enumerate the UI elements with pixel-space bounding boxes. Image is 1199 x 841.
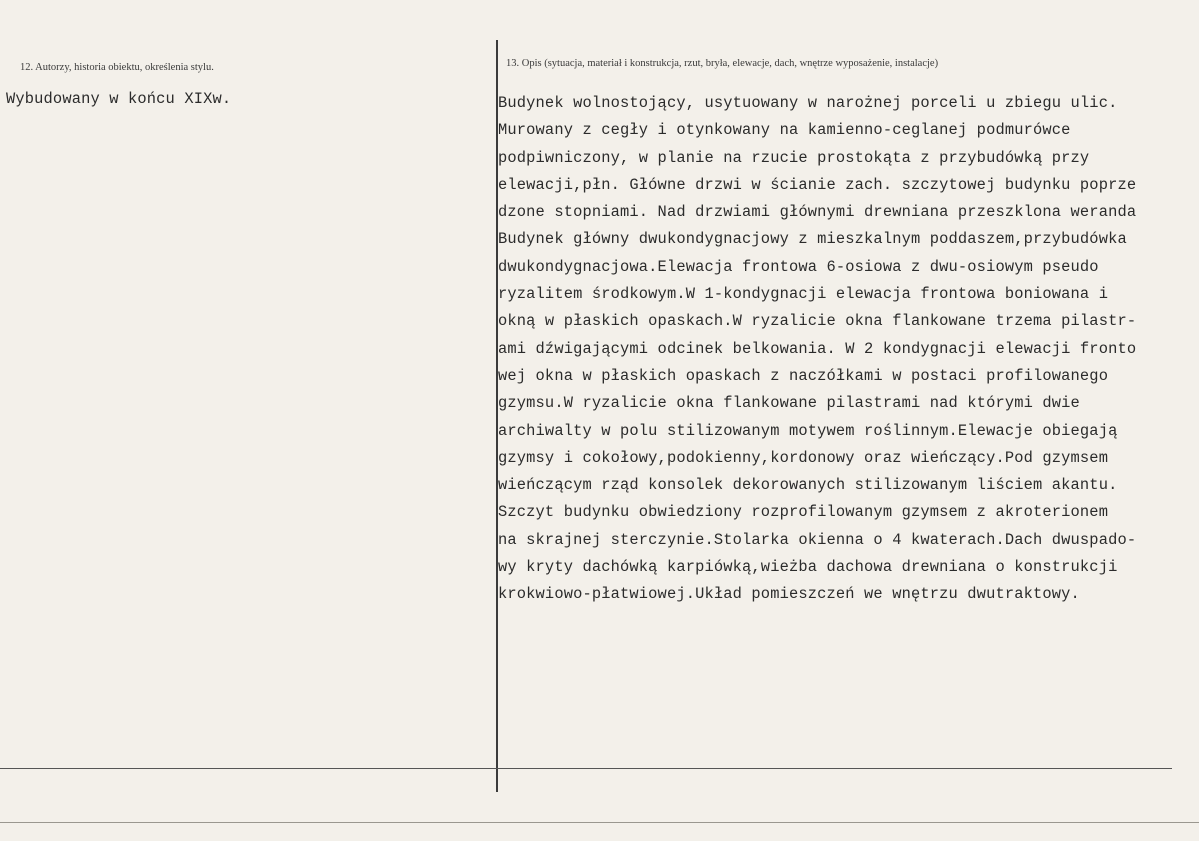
description-line: gzymsy i cokołowy,podokienny,kordonowy oraz wieńczący.Pod gzymsem	[498, 448, 1109, 467]
authors-history-text: Wybudowany w końcu XIXw.	[6, 90, 232, 108]
authors-field-label: 12. Autorzy, historia obiektu, określenia stylu.	[20, 62, 214, 73]
description-line: elewacji,płn. Główne drzwi w ścianie zach. szczytowej budynku poprze	[498, 175, 1137, 194]
description-line: wej okna w płaskich opaskach z naczółkami w postaci profilowanego	[498, 366, 1109, 385]
description-line: ryzalitem środkowym.W 1-kondygnacji elewacja frontowa boniowana i	[498, 285, 1109, 304]
description-line: na skrajnej sterczynie.Stolarka okienna o 4 kwaterach.Dach dwuspado-	[498, 530, 1137, 549]
description-line: Budynek wolnostojący, usytuowany w narożnej porceli u zbiegu ulic.	[498, 94, 1118, 112]
form-bottom-rule	[0, 768, 1172, 769]
description-field-label: 13. Opis (sytuacja, materiał i konstrukcja, rzut, bryła, elewacje, dach, wnętrze wyposażenie, instalacje)	[506, 58, 939, 69]
page-bottom-edge	[0, 822, 1199, 823]
description-line: Budynek główny dwukondygnacjowy z mieszkalnym poddaszem,przybudówka	[498, 230, 1127, 249]
description-line: wieńczącym rząd konsolek dekorowanych stilizowanym liściem akantu.	[498, 476, 1118, 495]
description-line: Szczyt budynku obwiedziony rozprofilowanym gzymsem z akroterionem	[498, 503, 1109, 522]
description-line: okną w płaskich opaskach.W ryzalicie okna flankowane trzema pilastr-	[498, 312, 1137, 331]
description-line: podpiwniczony, w planie na rzucie prostokąta z przybudówką przy	[498, 148, 1090, 167]
description-line: gzymsu.W ryzalicie okna flankowane pilastrami nad którymi dwie	[498, 394, 1080, 413]
description-body	[498, 90, 1199, 609]
description-line: archiwalty w polu stilizowanym motywem roślinnym.Elewacje obiegają	[498, 421, 1118, 440]
description-line: dwukondygnacjowa.Elewacja frontowa 6-osiowa z dwu-osiowym pseudo	[498, 257, 1099, 276]
description-line: Murowany z cegły i otynkowany na kamienno-ceglanej podmurówce	[498, 121, 1071, 140]
description-line: krokwiowo-płatwiowej.Układ pomieszczeń we wnętrzu dwutraktowy.	[498, 585, 1080, 604]
description-line: wy kryty dachówką karpiówką,wieżba dachowa drewniana o konstrukcji	[498, 558, 1118, 577]
description-line: ami dźwigającymi odcinek belkowania. W 2 kondygnacji elewacji fronto	[498, 339, 1137, 358]
description-line: dzone stopniami. Nad drzwiami głównymi drewniana przeszklona weranda	[498, 203, 1137, 222]
